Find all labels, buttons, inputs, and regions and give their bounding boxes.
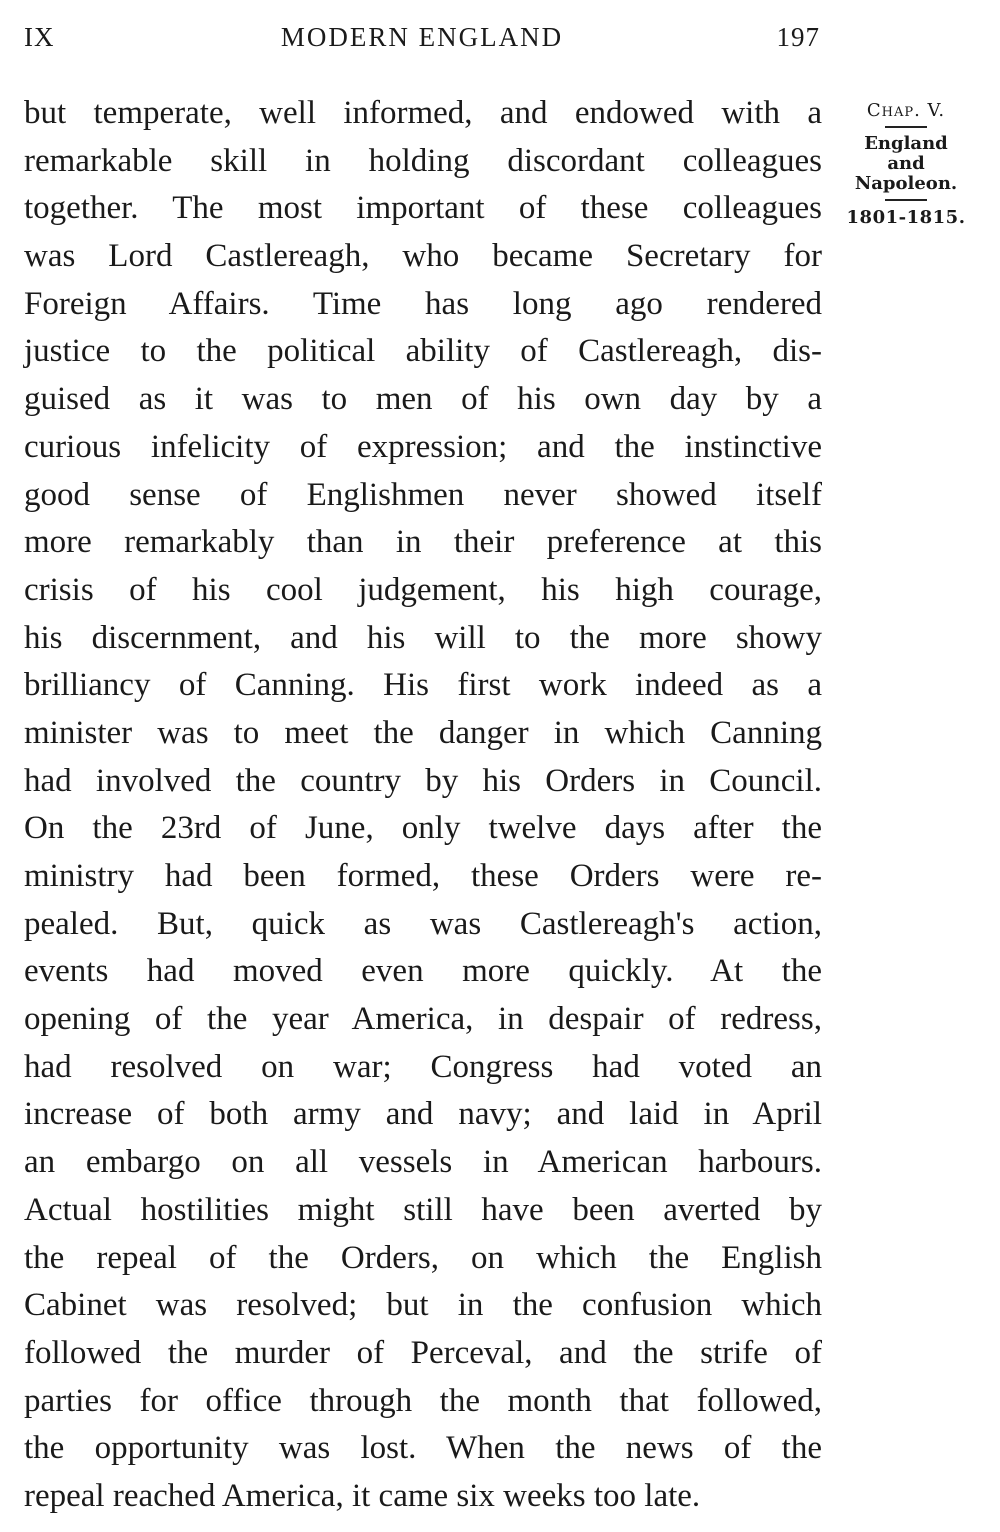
text-line: an embargo on all vessels in American harbours. [24, 1144, 822, 1181]
marginal-subject-line-1: England [864, 133, 948, 154]
text-line: pealed. But, quick as was Castlereagh's action, [24, 905, 822, 942]
text-line: justice to the political ability of Castlereagh, dis- [24, 333, 822, 370]
marginal-subject-line-3: Napoleon. [854, 173, 958, 194]
text-line: parties for office through the month that followed, [24, 1382, 822, 1419]
text-line: was Lord Castlereagh, who became Secretary for [24, 238, 822, 275]
signature-mark: IX [24, 22, 55, 52]
page-number: 197 [776, 22, 820, 52]
text-line: more remarkably than in their preference at this [24, 524, 822, 561]
text-line: good sense of Englishmen never showed itself [24, 476, 822, 513]
marginal-chapter: Chap. V. [866, 100, 946, 121]
text-line: brilliancy of Canning. His first work indeed as a [24, 667, 822, 704]
text-line: followed the murder of Perceval, and the strife of [24, 1334, 822, 1371]
text-line: crisis of his cool judgement, his high courage, [24, 571, 822, 608]
text-line: events had moved even more quickly. At the [24, 953, 822, 990]
text-line: Actual hostilities might still have been averted by [24, 1191, 822, 1228]
text-line: together. The most important of these colleagues [24, 190, 822, 227]
text-line: opening of the year America, in despair of redress, [24, 1001, 822, 1038]
text-line: had involved the country by his Orders in Council. [24, 762, 822, 799]
text-line: had resolved on war; Congress had voted an [24, 1048, 822, 1085]
text-line: ministry had been formed, these Orders were re- [24, 858, 822, 894]
text-line: curious infelicity of expression; and the instinctive [24, 428, 822, 465]
marginal-subject-line-2: and [887, 153, 925, 174]
marginal-dates: 1801-1815. [846, 207, 966, 228]
text-line: but temperate, well informed, and endowed with a [24, 95, 822, 131]
running-header [24, 18, 820, 58]
body-text [24, 90, 822, 1521]
text-line: the opportunity was lost. When the news of the [24, 1430, 822, 1467]
text-line: Foreign Affairs. Time has long ago rendered [24, 285, 822, 322]
text-line: increase of both army and navy; and laid in April [24, 1096, 822, 1133]
text-line: his discernment, and his will to the more showy [24, 619, 822, 656]
text-line: the repeal of the Orders, on which the English [24, 1239, 822, 1276]
marginal-rule [885, 126, 927, 128]
text-line: minister was to meet the danger in which Canning [24, 714, 822, 751]
marginal-note [844, 100, 968, 228]
text-line: repeal reached America, it came six weeks too late. [24, 1477, 701, 1514]
text-line: remarkable skill in holding discordant colleagues [24, 142, 822, 179]
text-line: Cabinet was resolved; but in the confusion which [24, 1287, 822, 1324]
text-line: guised as it was to men of his own day by a [24, 381, 822, 418]
running-title: MODERN ENGLAND [280, 22, 564, 52]
text-line: On the 23rd of June, only twelve days after the [24, 810, 822, 847]
marginal-rule [885, 199, 927, 201]
